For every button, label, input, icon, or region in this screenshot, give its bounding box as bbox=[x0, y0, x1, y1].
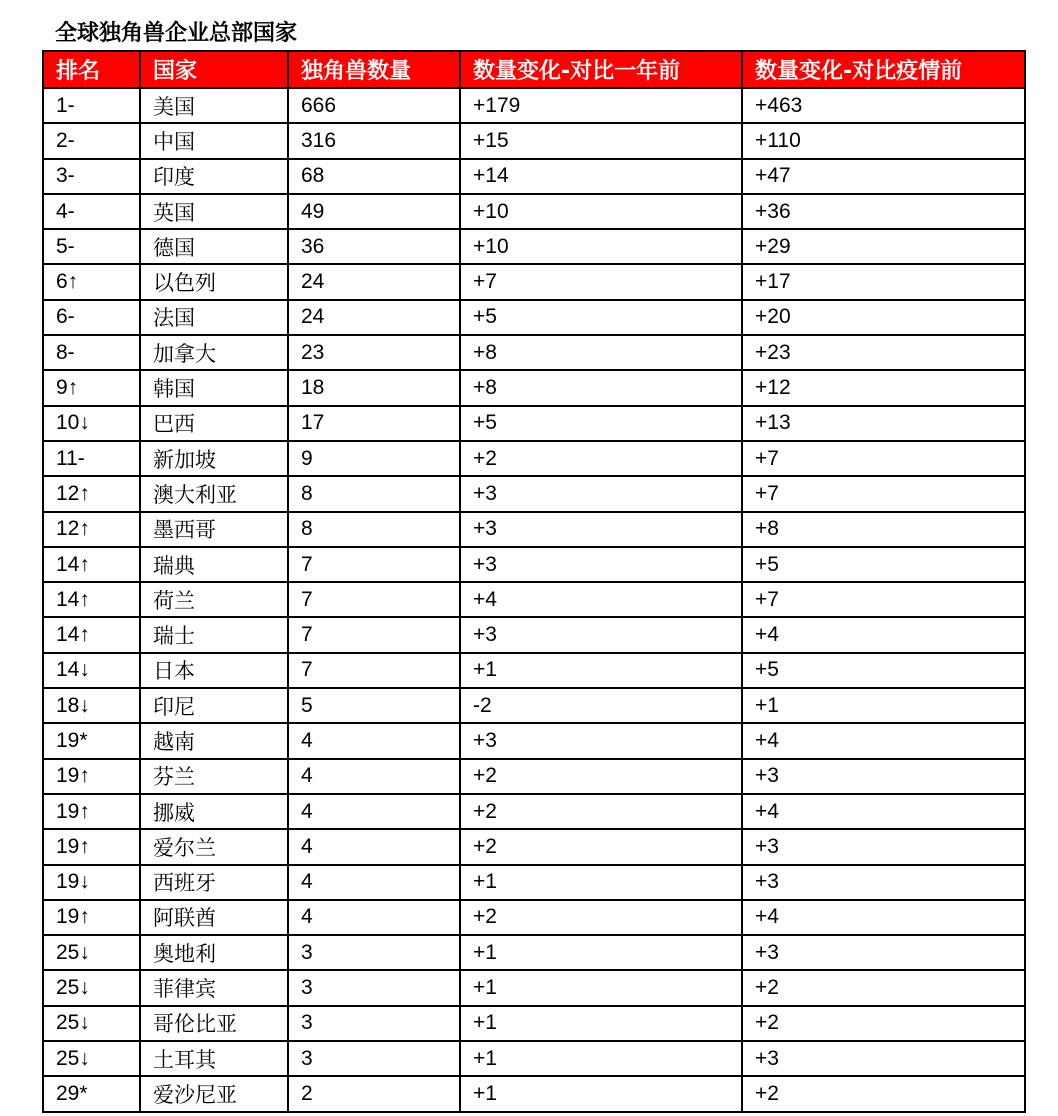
table-row bbox=[43, 159, 1025, 194]
cell-unicorn-count: 9 bbox=[288, 441, 460, 476]
table-title: 全球独角兽企业总部国家 bbox=[55, 21, 298, 46]
cell-rank: 4- bbox=[43, 194, 140, 229]
cell-rank: 2- bbox=[43, 123, 140, 158]
cell-change-vs-last-year: +5 bbox=[460, 406, 742, 441]
cell-change-vs-last-year: +1 bbox=[460, 970, 742, 1005]
cell-country: 瑞典 bbox=[140, 547, 288, 582]
cell-unicorn-count: 7 bbox=[288, 547, 460, 582]
cell-unicorn-count: 8 bbox=[288, 476, 460, 511]
cell-unicorn-count: 5 bbox=[288, 688, 460, 723]
cell-country: 德国 bbox=[140, 229, 288, 264]
cell-unicorn-count: 4 bbox=[288, 723, 460, 758]
cell-change-vs-pre-pandemic: +4 bbox=[742, 900, 1025, 935]
table-row bbox=[43, 229, 1025, 264]
cell-country: 土耳其 bbox=[140, 1041, 288, 1076]
table-row bbox=[43, 88, 1025, 123]
cell-change-vs-pre-pandemic: +7 bbox=[742, 476, 1025, 511]
cell-rank: 14↓ bbox=[43, 653, 140, 688]
cell-unicorn-count: 3 bbox=[288, 1041, 460, 1076]
header-unicorn-count: 独角兽数量 bbox=[288, 51, 460, 88]
cell-change-vs-pre-pandemic: +23 bbox=[742, 335, 1025, 370]
cell-country: 爱尔兰 bbox=[140, 829, 288, 864]
cell-country: 印度 bbox=[140, 159, 288, 194]
cell-rank: 25↓ bbox=[43, 1041, 140, 1076]
table-header bbox=[43, 51, 1025, 88]
header-change-vs-last-year: 数量变化-对比一年前 bbox=[460, 51, 742, 88]
cell-change-vs-pre-pandemic: +3 bbox=[742, 1041, 1025, 1076]
cell-country: 以色列 bbox=[140, 264, 288, 299]
table-body bbox=[43, 88, 1025, 1112]
cell-unicorn-count: 17 bbox=[288, 406, 460, 441]
cell-change-vs-pre-pandemic: +3 bbox=[742, 759, 1025, 794]
cell-unicorn-count: 7 bbox=[288, 653, 460, 688]
cell-unicorn-count: 4 bbox=[288, 759, 460, 794]
cell-change-vs-pre-pandemic: +463 bbox=[742, 88, 1025, 123]
cell-rank: 29* bbox=[43, 1076, 140, 1111]
cell-change-vs-last-year: +7 bbox=[460, 264, 742, 299]
cell-rank: 19↓ bbox=[43, 865, 140, 900]
cell-change-vs-last-year: +14 bbox=[460, 159, 742, 194]
header-country: 国家 bbox=[140, 51, 288, 88]
cell-country: 墨西哥 bbox=[140, 512, 288, 547]
cell-country: 阿联酋 bbox=[140, 900, 288, 935]
cell-country: 韩国 bbox=[140, 370, 288, 405]
cell-change-vs-pre-pandemic: +3 bbox=[742, 935, 1025, 970]
cell-change-vs-pre-pandemic: +4 bbox=[742, 723, 1025, 758]
cell-change-vs-pre-pandemic: +110 bbox=[742, 123, 1025, 158]
cell-country: 日本 bbox=[140, 653, 288, 688]
cell-country: 加拿大 bbox=[140, 335, 288, 370]
cell-rank: 12↑ bbox=[43, 512, 140, 547]
cell-unicorn-count: 7 bbox=[288, 617, 460, 652]
table-row bbox=[43, 865, 1025, 900]
cell-rank: 14↑ bbox=[43, 582, 140, 617]
cell-rank: 19* bbox=[43, 723, 140, 758]
cell-unicorn-count: 23 bbox=[288, 335, 460, 370]
table-row bbox=[43, 300, 1025, 335]
table-row bbox=[43, 1006, 1025, 1041]
table-row bbox=[43, 688, 1025, 723]
cell-unicorn-count: 3 bbox=[288, 970, 460, 1005]
cell-change-vs-last-year: +10 bbox=[460, 229, 742, 264]
cell-change-vs-pre-pandemic: +2 bbox=[742, 970, 1025, 1005]
cell-country: 奥地利 bbox=[140, 935, 288, 970]
cell-change-vs-last-year: +8 bbox=[460, 335, 742, 370]
cell-country: 法国 bbox=[140, 300, 288, 335]
cell-rank: 19↑ bbox=[43, 829, 140, 864]
cell-change-vs-last-year: +3 bbox=[460, 512, 742, 547]
cell-rank: 6- bbox=[43, 300, 140, 335]
cell-rank: 19↑ bbox=[43, 759, 140, 794]
cell-change-vs-pre-pandemic: +20 bbox=[742, 300, 1025, 335]
table-row bbox=[43, 441, 1025, 476]
cell-rank: 10↓ bbox=[43, 406, 140, 441]
cell-rank: 6↑ bbox=[43, 264, 140, 299]
table-row bbox=[43, 123, 1025, 158]
cell-change-vs-pre-pandemic: +1 bbox=[742, 688, 1025, 723]
table-row bbox=[43, 794, 1025, 829]
cell-change-vs-last-year: +2 bbox=[460, 794, 742, 829]
cell-unicorn-count: 24 bbox=[288, 264, 460, 299]
cell-rank: 25↓ bbox=[43, 970, 140, 1005]
cell-unicorn-count: 68 bbox=[288, 159, 460, 194]
table-row bbox=[43, 1076, 1025, 1111]
cell-rank: 19↑ bbox=[43, 794, 140, 829]
cell-country: 西班牙 bbox=[140, 865, 288, 900]
cell-change-vs-last-year: +8 bbox=[460, 370, 742, 405]
cell-change-vs-pre-pandemic: +29 bbox=[742, 229, 1025, 264]
table-row bbox=[43, 759, 1025, 794]
cell-rank: 19↑ bbox=[43, 900, 140, 935]
cell-unicorn-count: 666 bbox=[288, 88, 460, 123]
cell-country: 爱沙尼亚 bbox=[140, 1076, 288, 1111]
table-row bbox=[43, 617, 1025, 652]
cell-unicorn-count: 18 bbox=[288, 370, 460, 405]
cell-change-vs-last-year: +3 bbox=[460, 547, 742, 582]
cell-change-vs-pre-pandemic: +47 bbox=[742, 159, 1025, 194]
cell-unicorn-count: 24 bbox=[288, 300, 460, 335]
cell-country: 越南 bbox=[140, 723, 288, 758]
cell-change-vs-last-year: +1 bbox=[460, 865, 742, 900]
cell-change-vs-last-year: +10 bbox=[460, 194, 742, 229]
cell-change-vs-last-year: -2 bbox=[460, 688, 742, 723]
cell-change-vs-pre-pandemic: +13 bbox=[742, 406, 1025, 441]
cell-unicorn-count: 4 bbox=[288, 794, 460, 829]
cell-change-vs-pre-pandemic: +5 bbox=[742, 547, 1025, 582]
cell-change-vs-pre-pandemic: +4 bbox=[742, 617, 1025, 652]
cell-rank: 14↑ bbox=[43, 547, 140, 582]
cell-change-vs-last-year: +4 bbox=[460, 582, 742, 617]
cell-change-vs-last-year: +5 bbox=[460, 300, 742, 335]
cell-rank: 12↑ bbox=[43, 476, 140, 511]
cell-unicorn-count: 3 bbox=[288, 935, 460, 970]
cell-rank: 1- bbox=[43, 88, 140, 123]
cell-change-vs-last-year: +15 bbox=[460, 123, 742, 158]
cell-rank: 14↑ bbox=[43, 617, 140, 652]
cell-country: 美国 bbox=[140, 88, 288, 123]
cell-change-vs-pre-pandemic: +3 bbox=[742, 829, 1025, 864]
cell-change-vs-last-year: +2 bbox=[460, 829, 742, 864]
cell-change-vs-pre-pandemic: +7 bbox=[742, 441, 1025, 476]
cell-change-vs-last-year: +3 bbox=[460, 617, 742, 652]
cell-change-vs-last-year: +1 bbox=[460, 935, 742, 970]
cell-change-vs-pre-pandemic: +4 bbox=[742, 794, 1025, 829]
cell-country: 新加坡 bbox=[140, 441, 288, 476]
cell-change-vs-last-year: +2 bbox=[460, 900, 742, 935]
header-row bbox=[43, 51, 1025, 88]
cell-change-vs-pre-pandemic: +12 bbox=[742, 370, 1025, 405]
cell-change-vs-pre-pandemic: +8 bbox=[742, 512, 1025, 547]
table-row bbox=[43, 264, 1025, 299]
cell-country: 挪威 bbox=[140, 794, 288, 829]
cell-change-vs-pre-pandemic: +17 bbox=[742, 264, 1025, 299]
cell-change-vs-last-year: +1 bbox=[460, 653, 742, 688]
cell-unicorn-count: 4 bbox=[288, 829, 460, 864]
cell-rank: 18↓ bbox=[43, 688, 140, 723]
cell-change-vs-last-year: +2 bbox=[460, 759, 742, 794]
table-row bbox=[43, 370, 1025, 405]
cell-unicorn-count: 7 bbox=[288, 582, 460, 617]
table-row bbox=[43, 547, 1025, 582]
cell-country: 荷兰 bbox=[140, 582, 288, 617]
table-row bbox=[43, 829, 1025, 864]
table-row bbox=[43, 476, 1025, 511]
cell-change-vs-last-year: +1 bbox=[460, 1041, 742, 1076]
cell-rank: 11- bbox=[43, 441, 140, 476]
cell-change-vs-last-year: +1 bbox=[460, 1006, 742, 1041]
table-row bbox=[43, 1041, 1025, 1076]
unicorn-country-table bbox=[42, 50, 1026, 1113]
cell-change-vs-last-year: +1 bbox=[460, 1076, 742, 1111]
cell-country: 菲律宾 bbox=[140, 970, 288, 1005]
cell-country: 巴西 bbox=[140, 406, 288, 441]
cell-rank: 25↓ bbox=[43, 1006, 140, 1041]
table-row bbox=[43, 723, 1025, 758]
cell-rank: 3- bbox=[43, 159, 140, 194]
cell-unicorn-count: 49 bbox=[288, 194, 460, 229]
cell-change-vs-pre-pandemic: +7 bbox=[742, 582, 1025, 617]
cell-country: 印尼 bbox=[140, 688, 288, 723]
table-row bbox=[43, 970, 1025, 1005]
cell-unicorn-count: 4 bbox=[288, 865, 460, 900]
cell-unicorn-count: 2 bbox=[288, 1076, 460, 1111]
table-row bbox=[43, 900, 1025, 935]
header-rank: 排名 bbox=[43, 51, 140, 88]
cell-rank: 8- bbox=[43, 335, 140, 370]
cell-change-vs-pre-pandemic: +2 bbox=[742, 1006, 1025, 1041]
table-row bbox=[43, 335, 1025, 370]
cell-change-vs-last-year: +3 bbox=[460, 476, 742, 511]
table-row bbox=[43, 194, 1025, 229]
table-row bbox=[43, 582, 1025, 617]
cell-change-vs-pre-pandemic: +5 bbox=[742, 653, 1025, 688]
cell-unicorn-count: 36 bbox=[288, 229, 460, 264]
cell-change-vs-last-year: +179 bbox=[460, 88, 742, 123]
cell-change-vs-pre-pandemic: +36 bbox=[742, 194, 1025, 229]
header-change-vs-pre-pandemic: 数量变化-对比疫情前 bbox=[742, 51, 1025, 88]
cell-change-vs-last-year: +2 bbox=[460, 441, 742, 476]
table-row bbox=[43, 406, 1025, 441]
cell-country: 哥伦比亚 bbox=[140, 1006, 288, 1041]
cell-unicorn-count: 316 bbox=[288, 123, 460, 158]
cell-country: 中国 bbox=[140, 123, 288, 158]
cell-rank: 5- bbox=[43, 229, 140, 264]
cell-rank: 9↑ bbox=[43, 370, 140, 405]
cell-change-vs-pre-pandemic: +3 bbox=[742, 865, 1025, 900]
cell-unicorn-count: 8 bbox=[288, 512, 460, 547]
cell-rank: 25↓ bbox=[43, 935, 140, 970]
table-row bbox=[43, 653, 1025, 688]
cell-unicorn-count: 4 bbox=[288, 900, 460, 935]
cell-unicorn-count: 3 bbox=[288, 1006, 460, 1041]
table-row bbox=[43, 512, 1025, 547]
table-row bbox=[43, 935, 1025, 970]
cell-country: 澳大利亚 bbox=[140, 476, 288, 511]
cell-country: 瑞士 bbox=[140, 617, 288, 652]
cell-country: 英国 bbox=[140, 194, 288, 229]
cell-country: 芬兰 bbox=[140, 759, 288, 794]
cell-change-vs-pre-pandemic: +2 bbox=[742, 1076, 1025, 1111]
cell-change-vs-last-year: +3 bbox=[460, 723, 742, 758]
